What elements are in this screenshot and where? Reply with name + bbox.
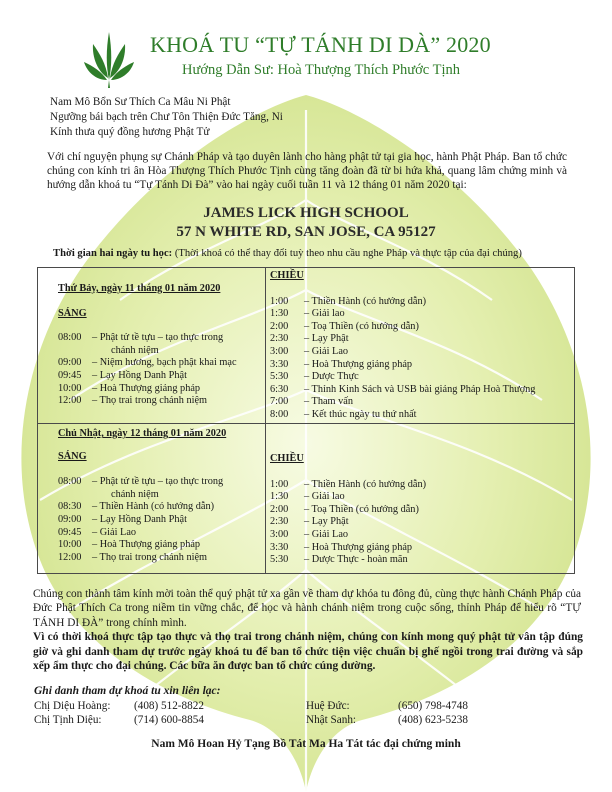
saturday-afternoon-cell: [270, 270, 535, 422]
schedule-item: 3:30 – Hoà Thượng giảng pháp: [270, 358, 413, 370]
schedule-item: 6:30 – Thỉnh Kinh Sách và USB bài giảng Pháp Hoà Thượng: [270, 383, 536, 395]
invitation-paragraph: Chúng con thành tâm kính mời toàn thể quý phật tử xa gần về tham dự khóa tu đông đủ, cùng thực hành Chánh Pháp của Đức Phật Thích Ca trong niềm tin vững chắc, để học và hành chánh niệm trong cuộc sống, thỉnh Pháp để hiểu rõ “TỰ TÁNH DI ĐÀ” trong chính mình.: [33, 588, 581, 629]
day-heading: Chủ Nhật, ngày 12 tháng 01 năm 2020: [58, 428, 227, 439]
contact-phone: (408) 512-8822: [134, 700, 204, 712]
greeting-line: Ngưỡng bái bạch trên Chư Tôn Thiện Đức Tăng, Ni: [50, 111, 283, 123]
schedule-item: 1:00 – Thiền Hành (có hướng dẫn): [270, 295, 427, 307]
contact-entry: [34, 714, 204, 726]
schedule-item: 5:30 – Dược Thực - hoàn mãn: [270, 554, 408, 566]
schedule-note: [53, 248, 593, 259]
lotus-leaves-icon: [84, 28, 134, 88]
schedule-item: 1:00 – Thiền Hành (có hướng dẫn): [270, 478, 427, 490]
table-divider: [38, 423, 574, 424]
contact-name: Chị Diệu Hoàng:: [34, 700, 111, 712]
afternoon-label: CHIỀU: [270, 453, 304, 464]
greeting-line: Nam Mô Bổn Sư Thích Ca Mâu Ni Phật: [50, 96, 231, 108]
schedule-item: 1:30 – Giải lao: [270, 491, 345, 503]
schedule-item: 1:30 – Giải lao: [270, 308, 345, 320]
schedule-item: 09:00 – Lạy Hồng Danh Phật: [58, 513, 187, 525]
greeting-line: Kính thưa quý đồng hương Phật Tử: [50, 126, 210, 138]
schedule-item: 3:00 – Giải Lao: [270, 345, 349, 357]
schedule-item: 08:00 – Phật tử tề tựu – tạo thực trong: [58, 476, 224, 488]
intro-paragraph: Với chí nguyện phụng sự Chánh Pháp và tạo duyên lành cho hàng phật tử tại gia học, hành Phật Pháp. Ban tổ chức chúng con kính tri ân Hòa Thượng Thích Phước Tịnh cùng tăng đoàn đã từ bi hứa khả, quang lâm chứng minh và hướng dẫn khoá tu “Tự Tánh Di Đà” vào hai ngày cuối tuần 11 và 12 tháng 01 năm 2020 tại:: [47, 151, 567, 191]
contact-name: Huệ Đức:: [306, 700, 350, 712]
afternoon-label: CHIỀU: [270, 270, 304, 281]
schedule-item: 10:00 – Hoà Thượng giảng pháp: [58, 382, 201, 394]
contact-entry: [34, 700, 204, 712]
schedule-item-continued: chánh niệm: [111, 488, 159, 500]
schedule-table: [37, 267, 575, 574]
day-heading: Thứ Bảy, ngày 11 tháng 01 năm 2020: [58, 283, 221, 294]
schedule-item: 8:00 – Kết thúc ngày tu thứ nhất: [270, 408, 417, 420]
schedule-item: 2:30 – Lạy Phật: [270, 333, 349, 345]
table-divider: [265, 268, 266, 573]
schedule-item: 09:45 – Lạy Hồng Danh Phật: [58, 369, 187, 381]
contact-phone: (714) 600-8854: [134, 714, 204, 726]
sunday-morning-cell: [58, 428, 226, 564]
schedule-item: 3:00 – Giải Lao: [270, 528, 349, 540]
schedule-item: 08:00 – Phật tử tề tựu – tạo thực trong: [58, 332, 224, 344]
page-title: KHOÁ TU “TỰ TÁNH DI DÀ” 2020: [150, 32, 491, 57]
closing-line: Nam Mô Hoan Hỷ Tạng Bồ Tát Ma Ha Tát tác đại chứng minh: [151, 738, 461, 750]
contact-name: Nhật Sanh:: [306, 714, 357, 726]
schedule-item: 2:00 – Toạ Thiền (có hướng dẫn): [270, 503, 419, 515]
schedule-item: 12:00 – Thọ trai trong chánh niệm: [58, 395, 208, 407]
contact-entry: [306, 700, 468, 712]
schedule-item: 5:30 – Dược Thực: [270, 371, 359, 383]
morning-label: SÁNG: [58, 450, 87, 462]
schedule-item: 12:00 – Thọ trai trong chánh niệm: [58, 551, 208, 563]
contact-phone: (408) 623-5238: [398, 714, 468, 726]
schedule-item: 2:30 – Lạy Phật: [270, 516, 349, 528]
schedule-item: 09:00 – Niệm hương, bạch phật khai mạc: [58, 357, 237, 369]
contact-name: Chị Tịnh Diệu:: [34, 714, 102, 726]
morning-label: SÁNG: [58, 307, 87, 319]
schedule-item: 2:00 – Toạ Thiền (có hướng dẫn): [270, 320, 419, 332]
schedule-item: 7:00 – Tham vấn: [270, 396, 353, 408]
contacts-heading: Ghi danh tham dự khoá tu xin liên lạc:: [34, 685, 221, 697]
page-subtitle: Hướng Dẫn Sư: Hoà Thượng Thích Phước Tịnh: [182, 62, 460, 78]
schedule-item: 3:30 – Hoà Thượng giảng pháp: [270, 541, 413, 553]
contact-phone: (650) 798-4748: [398, 700, 468, 712]
schedule-note-label: Thời gian hai ngày tu học:: [53, 248, 173, 259]
schedule-item-continued: chánh niệm: [111, 344, 159, 356]
schedule-item: 09:45 – Giải Lao: [58, 526, 137, 538]
contact-entry: [306, 714, 468, 726]
schedule-note-text: (Thời khoá có thể thay đổi tuỳ theo nhu cầu nghe Pháp và thực tập của đại chúng): [174, 248, 522, 259]
schedule-item: 10:00 – Hoà Thượng giảng pháp: [58, 539, 201, 551]
saturday-morning-cell: [58, 283, 237, 408]
venue-address: 57 N WHITE RD, SAN JOSE, CA 95127: [176, 224, 436, 240]
notice-paragraph: Vì có thời khoá thực tập tạo thực và thọ trai trong chánh niệm, chúng con kính mong quý phật tử vân tập đúng giờ và ghi danh tham dự trước ngày khoá tu để ban tổ chức tiện việc chuẩn bị ghế ngồi trong trai đường và sắp xếp ẩm thực cho đại chúng. Các bữa ăn được ban tổ chức cúng dường.: [33, 631, 583, 673]
sunday-afternoon-cell: [270, 453, 426, 567]
venue-name: JAMES LICK HIGH SCHOOL: [203, 205, 409, 221]
schedule-item: 08:30 – Thiền Hành (có hướng dẫn): [58, 501, 215, 513]
